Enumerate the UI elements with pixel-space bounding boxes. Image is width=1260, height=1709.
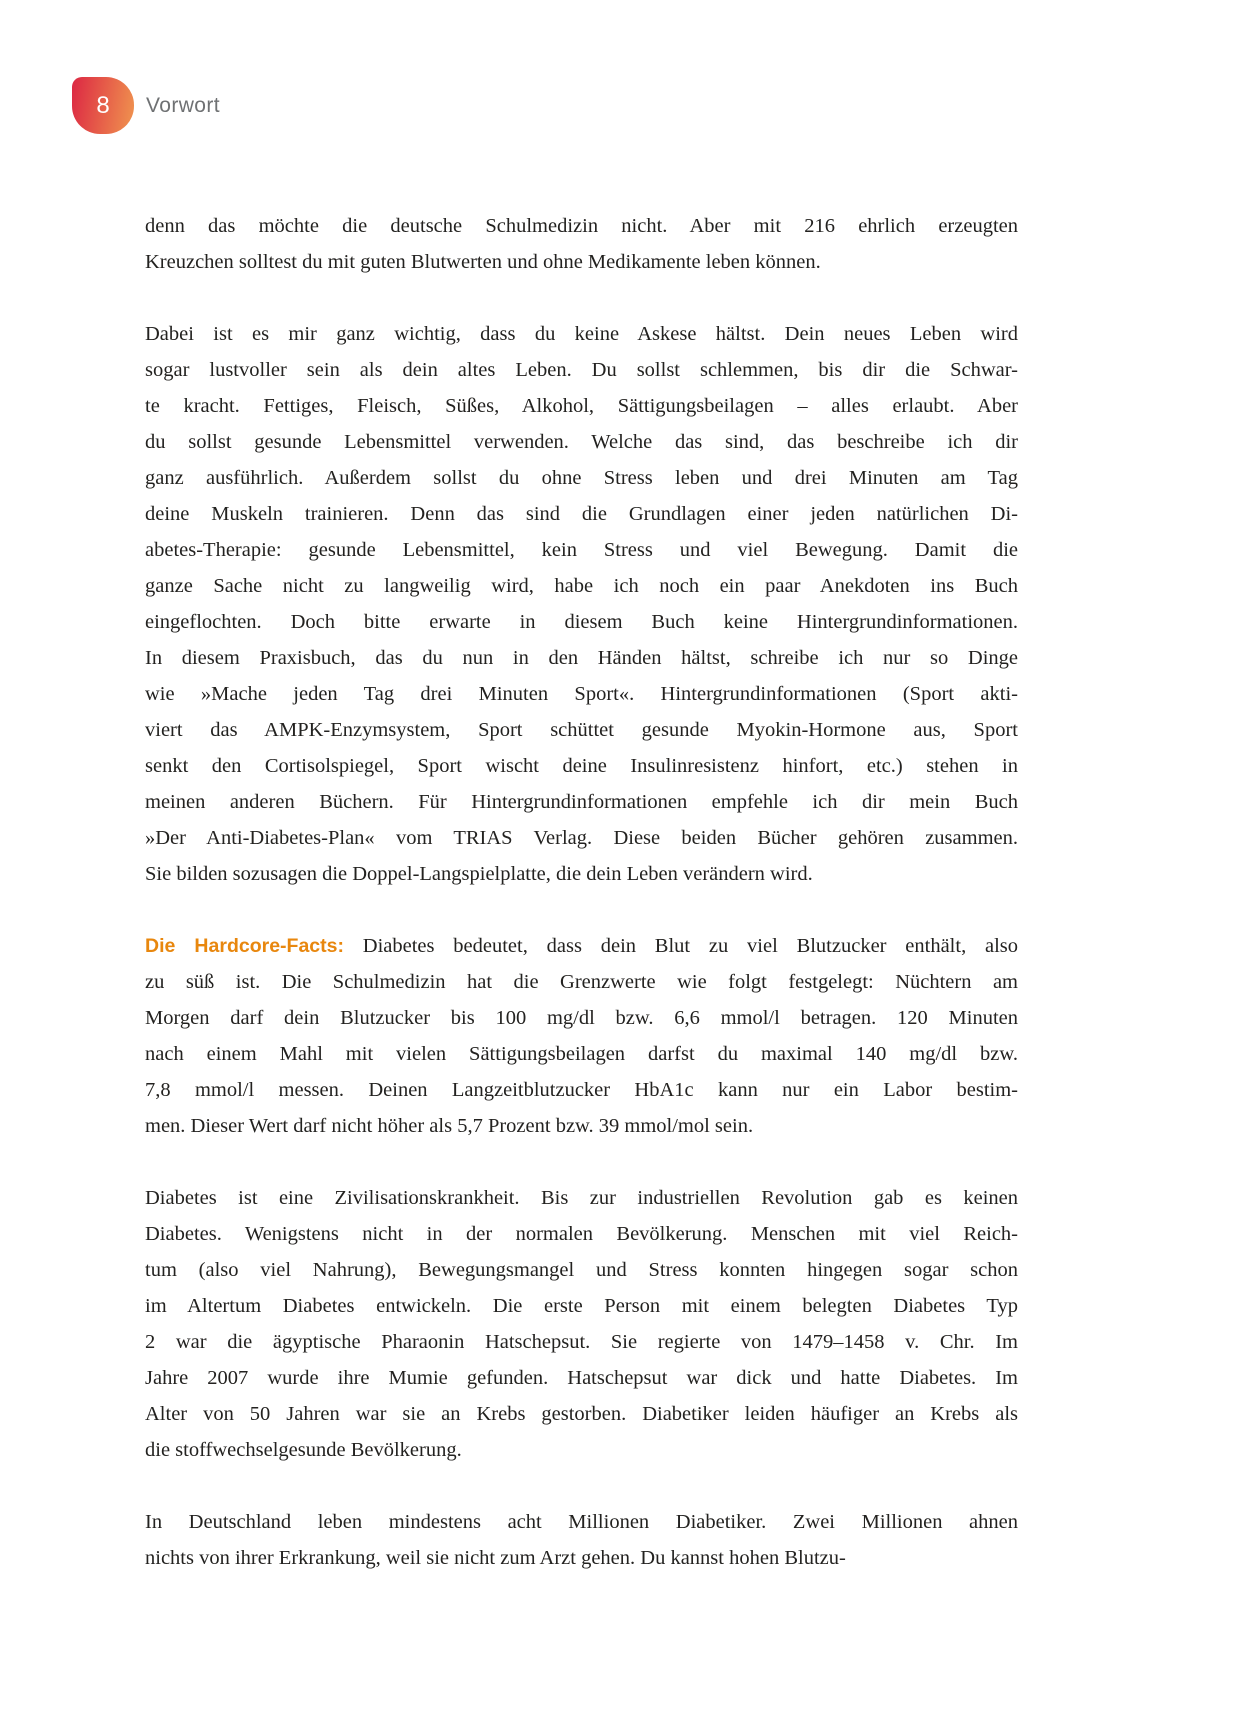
text-line: ganz ausführlich. Außerdem sollst du ohne Stress leben und drei Minuten am Tag bbox=[145, 467, 1018, 489]
page-number-badge bbox=[72, 77, 134, 134]
text-line: In diesem Praxisbuch, das du nun in den Händen hältst, schreibe ich nur so Dinge bbox=[145, 647, 1018, 669]
paragraph bbox=[145, 316, 1018, 892]
text-line: te kracht. Fettiges, Fleisch, Süßes, Alkohol, Sättigungsbeilagen – alles erlaubt. Aber bbox=[145, 395, 1018, 417]
text-line: nichts von ihrer Erkrankung, weil sie nicht zum Arzt gehen. Du kannst hohen Blutzu- bbox=[145, 1547, 846, 1569]
paragraph bbox=[145, 208, 1018, 280]
text-line: »Der Anti-Diabetes-Plan« vom TRIAS Verlag. Diese beiden Bücher gehören zusammen. bbox=[145, 827, 1018, 849]
page-number: 8 bbox=[96, 91, 110, 119]
text-line: du sollst gesunde Lebensmittel verwenden. Welche das sind, das beschreibe ich dir bbox=[145, 431, 1018, 453]
text-line: im Altertum Diabetes entwickeln. Die erste Person mit einem belegten Diabetes Typ bbox=[145, 1295, 1018, 1317]
text-line: abetes-Therapie: gesunde Lebensmittel, kein Stress und viel Bewegung. Damit die bbox=[145, 539, 1018, 561]
text-line: sogar lustvoller sein als dein altes Leben. Du sollst schlemmen, bis dir die Schwar- bbox=[145, 359, 1018, 381]
text-line: zu süß ist. Die Schulmedizin hat die Grenzwerte wie folgt festgelegt: Nüchtern am bbox=[145, 971, 1018, 993]
text-line: eingeflochten. Doch bitte erwarte in diesem Buch keine Hintergrundinformationen. bbox=[145, 611, 1018, 633]
text-line: denn das möchte die deutsche Schulmedizin nicht. Aber mit 216 ehrlich erzeugten bbox=[145, 215, 1018, 237]
text-line: 2 war die ägyptische Pharaonin Hatschepsut. Sie regierte von 1479–1458 v. Chr. Im bbox=[145, 1331, 1018, 1353]
section-title: Vorwort bbox=[146, 93, 220, 117]
text-line: men. Dieser Wert darf nicht höher als 5,7 Prozent bzw. 39 mmol/mol sein. bbox=[145, 1115, 754, 1137]
text-line: tum (also viel Nahrung), Bewegungsmangel und Stress konnten hingegen sogar schon bbox=[145, 1259, 1018, 1281]
text-line: senkt den Cortisolspiegel, Sport wischt deine Insulinresistenz hinfort, etc.) stehen in bbox=[145, 755, 1018, 777]
paragraph bbox=[145, 1504, 1018, 1576]
text-line: Die Hardcore-Facts: Diabetes bedeutet, dass dein Blut zu viel Blutzucker enthält, also bbox=[145, 935, 1018, 957]
text-line: Kreuzchen solltest du mit guten Blutwerten und ohne Medikamente leben können. bbox=[145, 251, 821, 273]
text-line: Sie bilden sozusagen die Doppel-Langspielplatte, die dein Leben verändern wird. bbox=[145, 863, 813, 885]
text-line: In Deutschland leben mindestens acht Millionen Diabetiker. Zwei Millionen ahnen bbox=[145, 1511, 1018, 1533]
text-line: Diabetes ist eine Zivilisationskrankheit. Bis zur industriellen Revolution gab es keinen bbox=[145, 1187, 1018, 1209]
text-line: ganze Sache nicht zu langweilig wird, habe ich noch ein paar Anekdoten ins Buch bbox=[145, 575, 1018, 597]
text-line: Jahre 2007 wurde ihre Mumie gefunden. Hatschepsut war dick und hatte Diabetes. Im bbox=[145, 1367, 1018, 1389]
text-line: 7,8 mmol/l messen. Deinen Langzeitblutzucker HbA1c kann nur ein Labor bestim- bbox=[145, 1079, 1018, 1101]
paragraph bbox=[145, 928, 1018, 1144]
text-line: Diabetes. Wenigstens nicht in der normalen Bevölkerung. Menschen mit viel Reich- bbox=[145, 1223, 1018, 1245]
text-line: meinen anderen Büchern. Für Hintergrundinformationen empfehle ich dir mein Buch bbox=[145, 791, 1018, 813]
text-line: wie »Mache jeden Tag drei Minuten Sport«. Hintergrundinformationen (Sport akti- bbox=[145, 683, 1018, 705]
text-line: die stoffwechselgesunde Bevölkerung. bbox=[145, 1439, 462, 1461]
text-line: nach einem Mahl mit vielen Sättigungsbeilagen darfst du maximal 140 mg/dl bzw. bbox=[145, 1043, 1018, 1065]
body-text bbox=[145, 208, 1018, 1612]
text-line: Alter von 50 Jahren war sie an Krebs gestorben. Diabetiker leiden häufiger an Krebs als bbox=[145, 1403, 1018, 1425]
hardcore-facts-label: Die Hardcore-Facts: bbox=[145, 935, 344, 957]
text-line: viert das AMPK-Enzymsystem, Sport schüttet gesunde Myokin-Hormone aus, Sport bbox=[145, 719, 1018, 741]
text-line: Dabei ist es mir ganz wichtig, dass du keine Askese hältst. Dein neues Leben wird bbox=[145, 323, 1018, 345]
text-line: deine Muskeln trainieren. Denn das sind die Grundlagen einer jeden natürlichen Di- bbox=[145, 503, 1018, 525]
paragraph bbox=[145, 1180, 1018, 1468]
text-line: Morgen darf dein Blutzucker bis 100 mg/dl bzw. 6,6 mmol/l betragen. 120 Minuten bbox=[145, 1007, 1018, 1029]
